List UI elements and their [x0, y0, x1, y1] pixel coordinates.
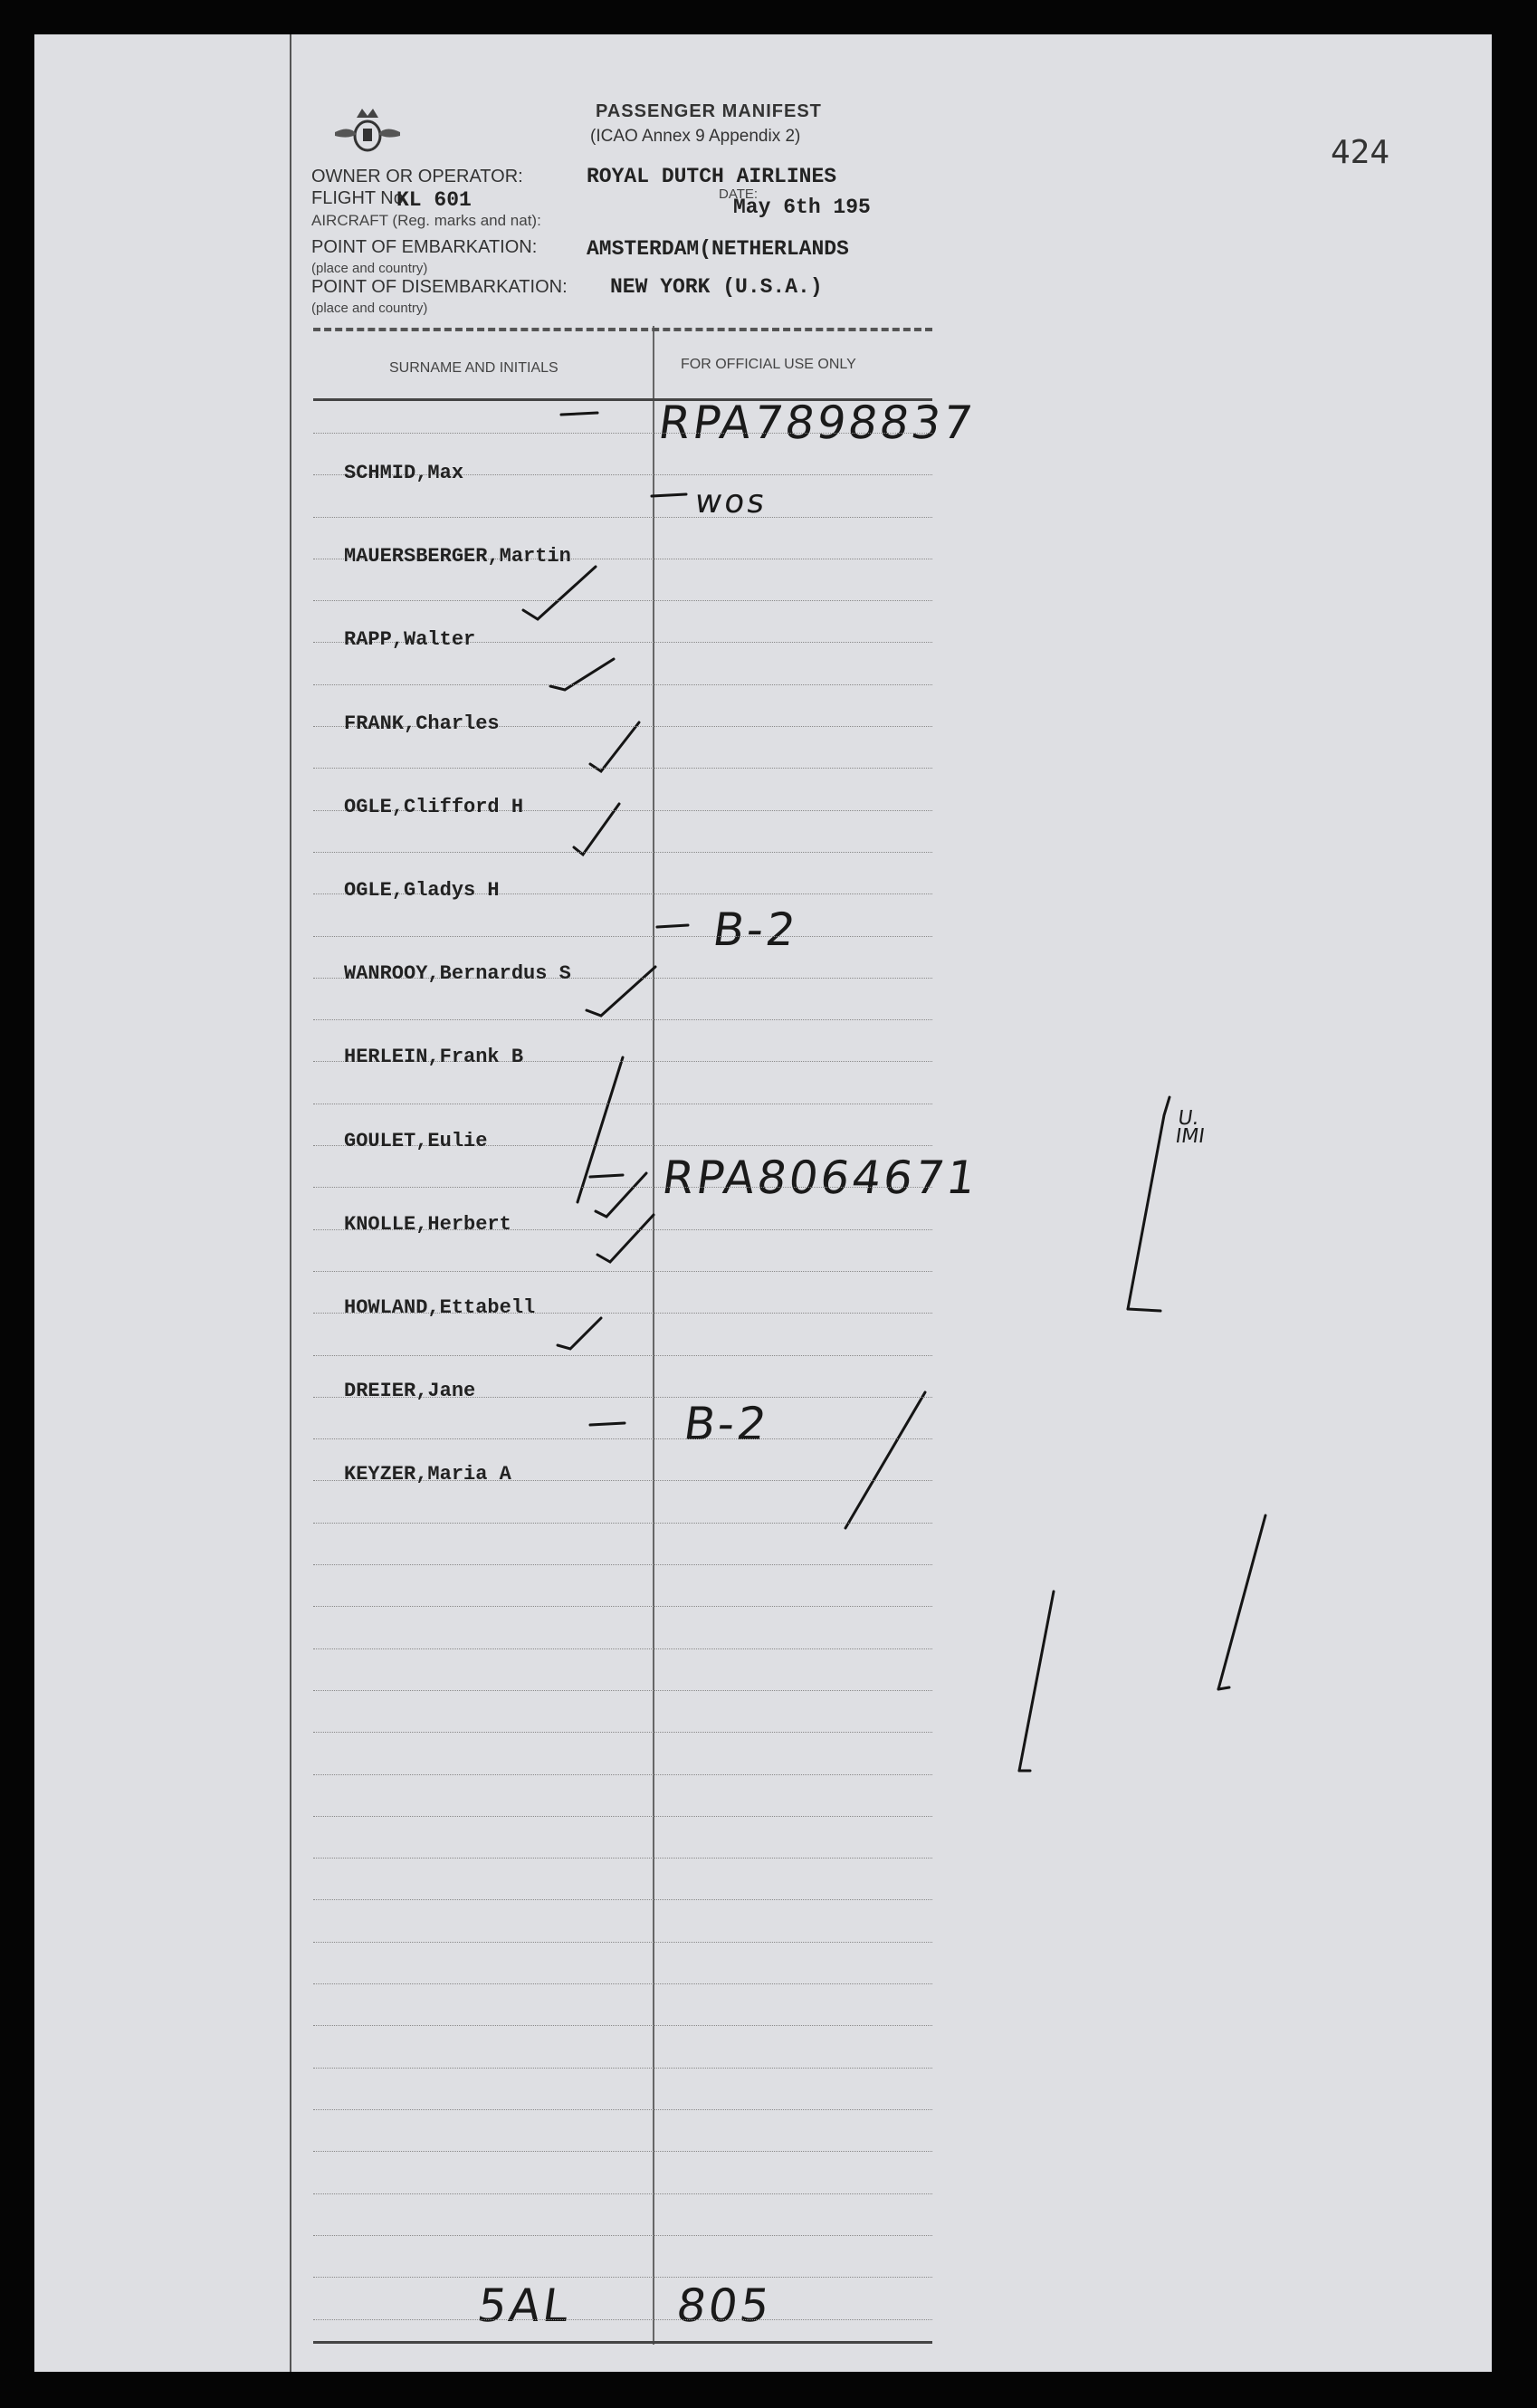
ruled-line — [313, 1019, 932, 1020]
ruled-line — [313, 1523, 932, 1524]
dash-mark — [657, 925, 688, 927]
passenger-name: HERLEIN,Frank B — [344, 1046, 524, 1068]
disembarkation-label: POINT OF DISEMBARKATION: — [311, 277, 568, 297]
checkmark — [590, 722, 639, 771]
dash-mark — [561, 413, 597, 415]
aircraft-label: AIRCRAFT (Reg. marks and nat): — [311, 212, 541, 229]
flight-value: KL 601 — [396, 188, 472, 212]
strike-mark — [578, 1057, 623, 1202]
klm-crown-logo — [333, 105, 402, 161]
ruled-line — [313, 600, 932, 601]
checkmark — [597, 1215, 654, 1262]
diagonal-stroke — [1128, 1309, 1160, 1311]
ruled-line — [313, 1564, 932, 1565]
bottom-rule — [313, 2341, 932, 2344]
official-note-row-10: RPA8064671 — [658, 1151, 982, 1204]
passenger-name: MAUERSBERGER,Martin — [344, 545, 571, 568]
passenger-name: OGLE,Gladys H — [344, 879, 500, 902]
ruled-line — [313, 768, 932, 769]
ruled-line — [313, 2109, 932, 2110]
ruled-line — [313, 2277, 932, 2278]
ruled-line — [313, 1187, 932, 1188]
ruled-line — [313, 1690, 932, 1691]
passenger-name: GOULET,Eulie — [344, 1130, 488, 1152]
ruled-line — [313, 852, 932, 853]
owner-value: ROYAL DUTCH AIRLINES — [587, 165, 837, 188]
column-header-surname: SURNAME AND INITIALS — [389, 360, 558, 376]
owner-label: OWNER OR OPERATOR: — [311, 167, 523, 186]
ruled-line — [313, 1606, 932, 1607]
ruled-line — [313, 2319, 932, 2320]
ruled-line — [313, 1438, 932, 1439]
manifest-sheet — [34, 34, 1492, 2372]
ruled-line — [313, 1942, 932, 1943]
header-divider — [313, 328, 932, 331]
ruled-line — [313, 1732, 932, 1733]
ruled-line — [313, 2151, 932, 2152]
date-label: DATE: — [719, 186, 759, 202]
ruled-line — [313, 2068, 932, 2069]
ruled-line — [313, 2025, 932, 2026]
passenger-name: KEYZER,Maria A — [344, 1463, 511, 1486]
diagonal-stroke — [1218, 1515, 1265, 1689]
column-header-official: FOR OFFICIAL USE ONLY — [681, 357, 856, 372]
dash-mark — [652, 494, 686, 496]
official-note-row-13: B-2 — [680, 1398, 773, 1450]
passenger-name: FRANK,Charles — [344, 712, 500, 735]
place-country-note-1: (place and country) — [311, 261, 428, 276]
ruled-line — [313, 684, 932, 685]
ruled-line — [313, 1271, 932, 1272]
date-value: May 6th 195 — [733, 196, 871, 219]
diagonal-stroke — [845, 1392, 925, 1528]
checkmark — [574, 804, 619, 855]
diagonal-stroke — [1019, 1591, 1054, 1771]
embarkation-value: AMSTERDAM(NETHERLANDS — [587, 237, 849, 261]
page-number: 424 — [1331, 134, 1390, 171]
ruled-line — [313, 2235, 932, 2236]
ruled-line — [313, 2193, 932, 2194]
checkmark — [523, 567, 596, 619]
ruled-line — [313, 1774, 932, 1775]
official-note-row-2: wos — [692, 483, 770, 521]
form-title: PASSENGER MANIFEST — [596, 101, 822, 121]
official-note-row-7: B-2 — [709, 903, 802, 956]
passenger-name: WANROOY,Bernardus S — [344, 962, 571, 985]
column-divider — [653, 326, 654, 2345]
ruled-line — [313, 1816, 932, 1817]
side-mark: U. IMI — [1173, 1107, 1207, 1148]
flight-label: FLIGHT No. — [311, 188, 409, 208]
ruled-line — [313, 433, 932, 434]
ruled-line — [313, 517, 932, 518]
passenger-name: RAPP,Walter — [344, 628, 476, 651]
diagonal-stroke — [1218, 1687, 1229, 1689]
passenger-name: SCHMID,Max — [344, 462, 464, 484]
ruled-line — [313, 936, 932, 937]
place-country-note-2: (place and country) — [311, 301, 428, 316]
form-left-rule — [290, 34, 291, 2372]
ruled-line — [313, 1899, 932, 1900]
official-note-row-1: RPA7898837 — [654, 397, 979, 449]
passenger-name: OGLE,Clifford H — [344, 796, 524, 818]
passenger-name: HOWLAND,Ettabell — [344, 1296, 536, 1319]
embarkation-label: POINT OF EMBARKATION: — [311, 237, 538, 257]
ruled-line — [313, 1858, 932, 1859]
dash-mark — [590, 1175, 623, 1177]
ruled-line — [313, 1648, 932, 1649]
passenger-name: KNOLLE,Herbert — [344, 1213, 511, 1236]
passenger-name: DREIER,Jane — [344, 1380, 476, 1402]
ruled-line — [313, 1983, 932, 1984]
form-subtitle: (ICAO Annex 9 Appendix 2) — [590, 127, 801, 146]
checkmark — [587, 967, 655, 1016]
checkmark — [558, 1318, 601, 1349]
bottom-note-right: 805 — [673, 2279, 776, 2332]
disembarkation-value: NEW YORK (U.S.A.) — [610, 275, 823, 299]
ruled-line — [313, 1355, 932, 1356]
checkmark — [596, 1173, 646, 1217]
diagonal-stroke — [1128, 1097, 1169, 1309]
dash-mark — [590, 1423, 625, 1425]
bottom-note-left: 5AL — [473, 2279, 575, 2332]
